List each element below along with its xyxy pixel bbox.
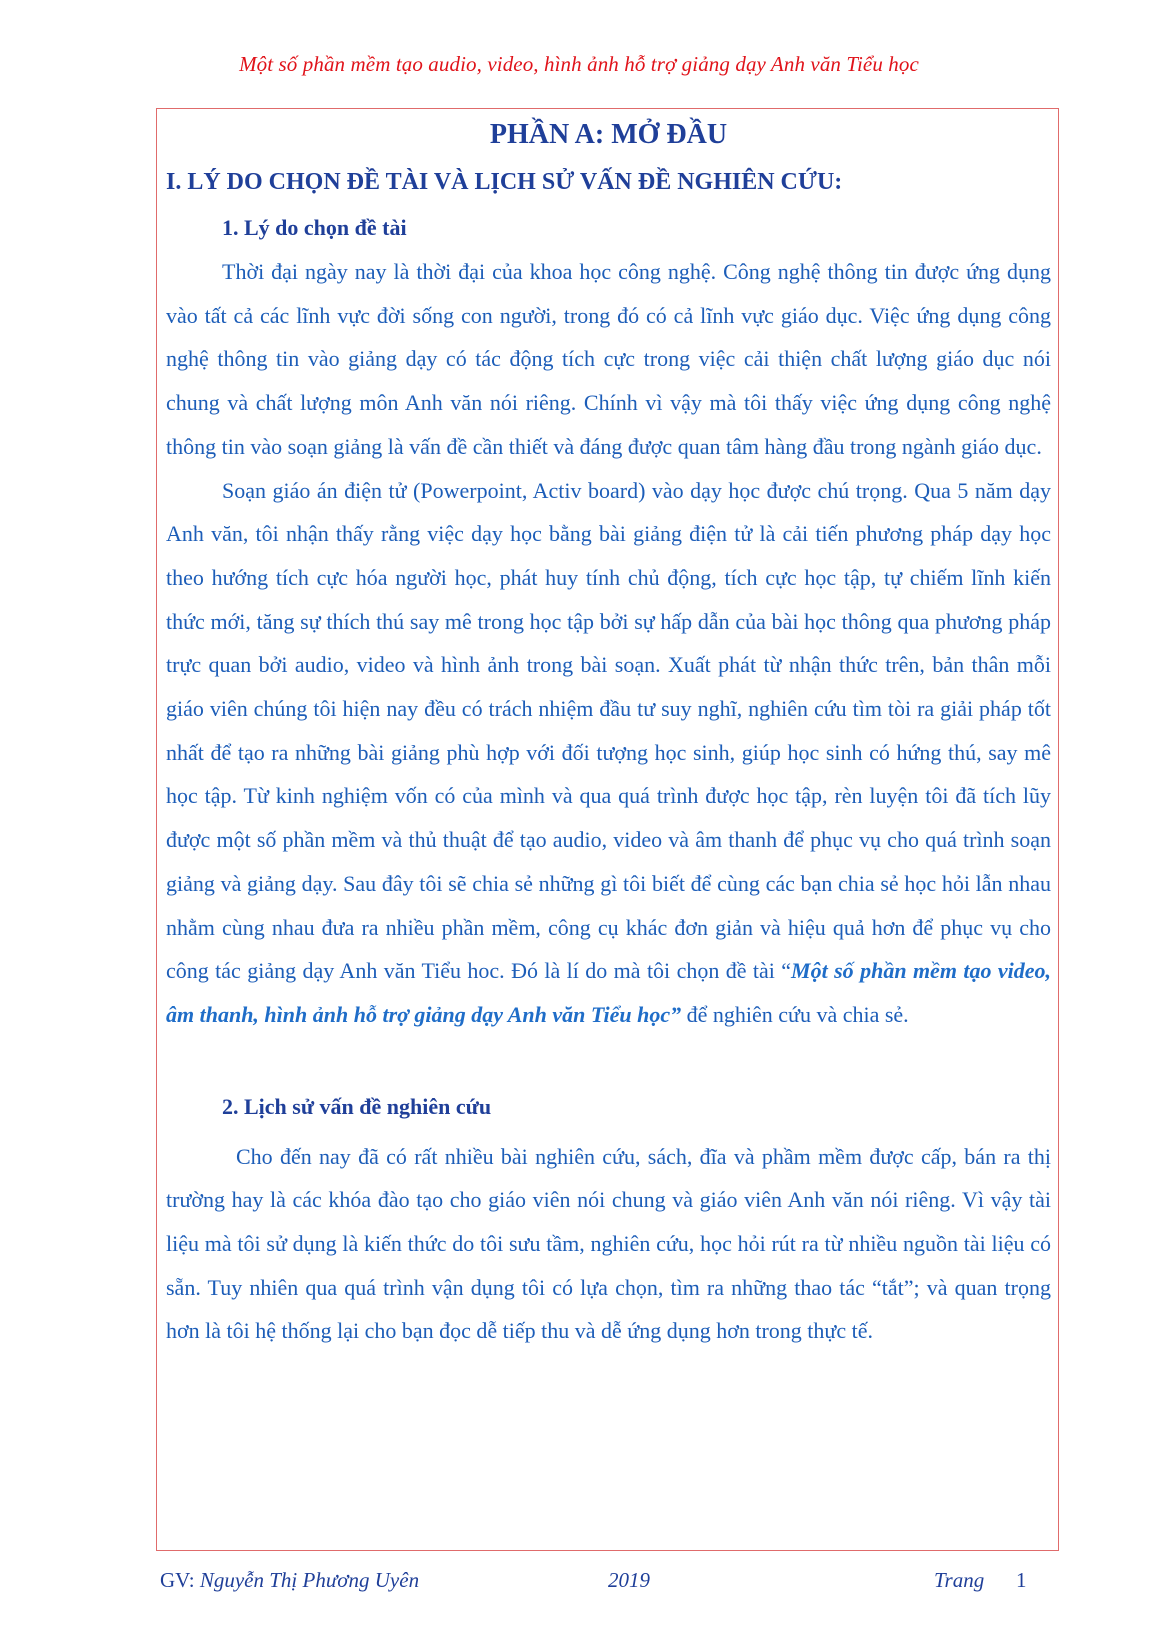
paragraph-reason-2-start: Soạn giáo án điện tử (Powerpoint, Activ board) vào dạy học được chú trọng. Qua 5 năm dạy Anh văn, tôi nhận thấy rằng việc dạy học bằng bài giảng điện tử là cải tiến phương pháp dạy học theo hướng tích cực hóa người học, phát huy tính chủ động, tích cực học tập, tự chiếm lĩnh kiến thức mới, tăng sự thích thú say mê trong học tập bởi sự hấp dẫn của bài học thông qua phương pháp trực quan bởi audio, video và hình ảnh trong bài soạn. Xuất phát từ nhận thức trên, bản thân mỗi giáo viên chúng tôi hiện nay đều có trách nhiệm đầu tư suy nghĩ, nghiên cứu tìm tòi ra giải pháp tốt nhất để tạo ra những bài giảng phù hợp với đối tượng học sinh, giúp học sinh có hứng thú, say mê học tập. Từ kinh nghiệm vốn có của mình và qua quá trình được học tập, rèn luyện tôi đã tích lũy được một số phần mềm và thủ thuật để tạo audio, video và âm thanh để phục vụ cho quá trình soạn giảng và giảng dạy. Sau đây tôi sẽ chia sẻ những gì tôi biết để cùng các bạn chia sẻ học hỏi lẫn nhau nhằm cùng nhau đưa ra nhiều phần mềm, công cụ khác đơn giản và hiệu quả hơn để phục vụ cho công tác giảng dạy Anh văn Tiểu hoc. Đó là lí do mà tôi chọn đề tài “ [166,477,1051,984]
topic-title-quote: Một số phần mềm tạo video, âm thanh, hình ảnh hỗ trợ giảng dạy Anh văn Tiểu học” [166,958,1051,1027]
paragraph-reason-1: Thời đại ngày nay là thời đại của khoa học công nghệ. Công nghệ thông tin được ứng dụng vào tất cả các lĩnh vực đời sống con người, trong đó có cả lĩnh vực giáo dục. Việc ứng dụng công nghệ thông tin vào giảng dạy có tác động tích cực trong việc cải thiện chất lượng giáo dục nói chung và chất lượng môn Anh văn nói riêng. Chính vì vậy mà tôi thấy việc ứng dụng công nghệ thông tin vào soạn giảng là vấn đề cần thiết và đáng được quan tâm hàng đầu trong ngành giáo dục. [166,259,1051,459]
subsection-heading-history: 2. Lịch sử vấn đề nghiên cứu [222,1093,492,1119]
main-content [166,112,1051,1353]
paragraph-history-1: Cho đến nay đã có rất nhiều bài nghiên cứu, sách, đĩa và phầm mềm được cấp, bán ra thị trường hay là các khóa đào tạo cho giáo viên nói chung và giáo viên Anh văn nói riêng. Vì vậy tài liệu mà tôi sử dụng là kiến thức do tôi sưu tầm, nghiên cứu, học hỏi rút ra từ nhiều nguồn tài liệu có sẵn. Tuy nhiên qua quá trình vận dụng tôi có lựa chọn, tìm ra những thao tác “tắt”; và quan trọng hơn là tôi hệ thống lại cho bạn đọc dễ tiếp thu và dễ ứng dụng hơn trong thực tế. [166,1143,1051,1344]
footer-author-name: Nguyễn Thị Phương Uyên [199,1568,420,1592]
footer-author [160,1568,419,1593]
section-heading: I. LÝ DO CHỌN ĐỀ TÀI VÀ LỊCH SỬ VẤN ĐỀ NGHIÊN CỨU: [166,169,843,195]
running-header: Một số phần mềm tạo audio, video, hình ảnh hỗ trợ giảng dạy Anh văn Tiểu học [239,52,919,76]
footer-year: 2019 [608,1568,650,1592]
paragraph-reason-2 [166,469,1051,1037]
paragraph-reason-2-end: để nghiên cứu và chia sẻ. [681,1001,909,1027]
footer-gv-label: GV: [160,1568,200,1592]
footer-page-number: 1 [1016,1568,1027,1592]
subsection-heading-reason: 1. Lý do chọn đề tài [222,215,407,240]
spacer [166,1037,1051,1085]
page-footer [0,1568,1158,1598]
footer-page-label: Trang [934,1568,985,1592]
part-title: PHẦN A: MỞ ĐẦU [489,119,728,150]
